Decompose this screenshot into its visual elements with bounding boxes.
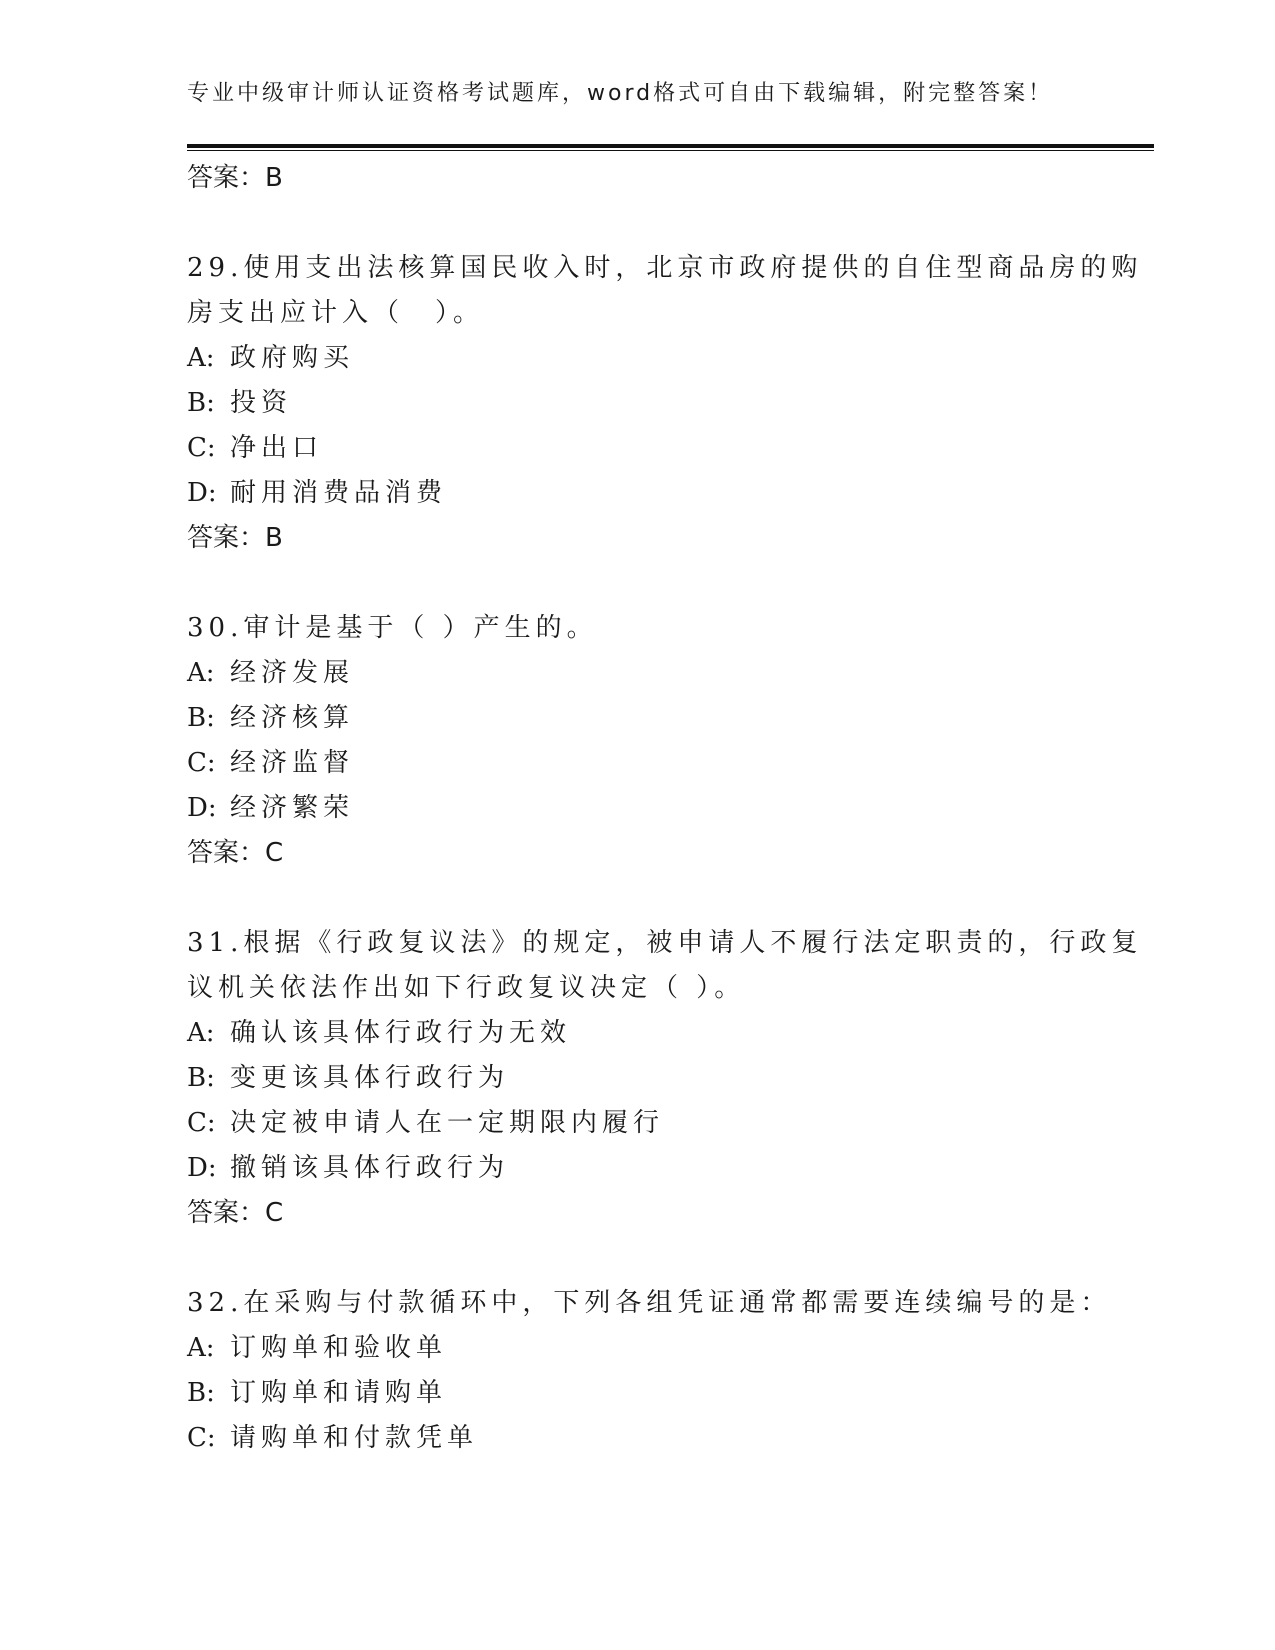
header-rule-thick bbox=[187, 144, 1154, 148]
option-label: B: bbox=[187, 388, 215, 418]
answer-line: 答案：C bbox=[187, 838, 284, 868]
option-label: A: bbox=[187, 1333, 215, 1363]
option-text: 撤销该具体行政行为 bbox=[230, 1153, 510, 1183]
option-text: 决定被申请人在一定期限内履行 bbox=[230, 1108, 665, 1138]
option-d bbox=[187, 471, 1087, 516]
header-rule-thin bbox=[187, 150, 1154, 151]
option-text: 确认该具体行政行为无效 bbox=[230, 1018, 572, 1048]
option-text: 变更该具体行政行为 bbox=[230, 1063, 510, 1093]
option-text: 政府购买 bbox=[230, 343, 355, 373]
option-a bbox=[187, 336, 1087, 381]
option-c bbox=[187, 1101, 1087, 1146]
option-label: B: bbox=[187, 703, 215, 733]
option-text: 订购单和请购单 bbox=[230, 1378, 448, 1408]
option-label: C: bbox=[187, 1108, 216, 1138]
option-d bbox=[187, 786, 1087, 831]
answer-line: 答案：C bbox=[187, 1198, 284, 1228]
spacer bbox=[187, 876, 1087, 921]
option-b bbox=[187, 1371, 1087, 1416]
option-text: 经济核算 bbox=[230, 703, 355, 733]
option-text: 耐用消费品消费 bbox=[230, 478, 448, 508]
option-c bbox=[187, 426, 1087, 471]
option-label: A: bbox=[187, 1018, 215, 1048]
question-block bbox=[187, 921, 1143, 1236]
option-label: D: bbox=[187, 478, 217, 508]
option-c bbox=[187, 1416, 1087, 1461]
question-block bbox=[187, 1281, 1112, 1461]
option-label: B: bbox=[187, 1063, 215, 1093]
question-block bbox=[187, 246, 1143, 561]
page-header: 专业中级审计师认证资格考试题库，word格式可自由下载编辑，附完整答案！ bbox=[187, 81, 1054, 106]
option-text: 经济发展 bbox=[230, 658, 355, 688]
spacer bbox=[187, 201, 1087, 246]
option-label: D: bbox=[187, 1153, 217, 1183]
question-text-line: 32.在采购与付款循环中，下列各组凭证通常都需要连续编号的是： bbox=[187, 1288, 1112, 1318]
question-list bbox=[187, 156, 1143, 1461]
question-text-line: 30.审计是基于（ ）产生的。 bbox=[187, 613, 598, 643]
option-text: 请购单和付款凭单 bbox=[230, 1423, 479, 1453]
option-label: A: bbox=[187, 658, 215, 688]
spacer bbox=[187, 561, 1087, 606]
option-text: 投资 bbox=[230, 388, 293, 418]
option-label: C: bbox=[187, 748, 216, 778]
option-b bbox=[187, 696, 1087, 741]
option-a bbox=[187, 1326, 1087, 1371]
option-d bbox=[187, 1146, 1087, 1191]
option-a bbox=[187, 1011, 1087, 1056]
option-a bbox=[187, 651, 1087, 696]
option-label: B: bbox=[187, 1378, 215, 1408]
option-text: 经济监督 bbox=[230, 748, 355, 778]
option-label: D: bbox=[187, 793, 217, 823]
question-text-line: 31.根据《行政复议法》的规定，被申请人不履行法定职责的，行政复 bbox=[187, 928, 1143, 958]
option-b bbox=[187, 1056, 1087, 1101]
answer-line: 答案：B bbox=[187, 163, 283, 193]
question-text-line: 议机关依法作出如下行政复议决定（ ）。 bbox=[187, 973, 746, 1003]
question-text-line: 29.使用支出法核算国民收入时，北京市政府提供的自住型商品房的购 bbox=[187, 253, 1143, 283]
question-text-line: 房支出应计入（ ）。 bbox=[187, 298, 485, 328]
option-label: C: bbox=[187, 433, 216, 463]
option-label: C: bbox=[187, 1423, 216, 1453]
option-label: A: bbox=[187, 343, 215, 373]
answer-line: 答案：B bbox=[187, 523, 283, 553]
question-block bbox=[187, 606, 1087, 876]
spacer bbox=[187, 1236, 1087, 1281]
option-c bbox=[187, 741, 1087, 786]
option-text: 经济繁荣 bbox=[230, 793, 355, 823]
option-b bbox=[187, 381, 1087, 426]
option-text: 订购单和验收单 bbox=[230, 1333, 448, 1363]
option-text: 净出口 bbox=[230, 433, 324, 463]
